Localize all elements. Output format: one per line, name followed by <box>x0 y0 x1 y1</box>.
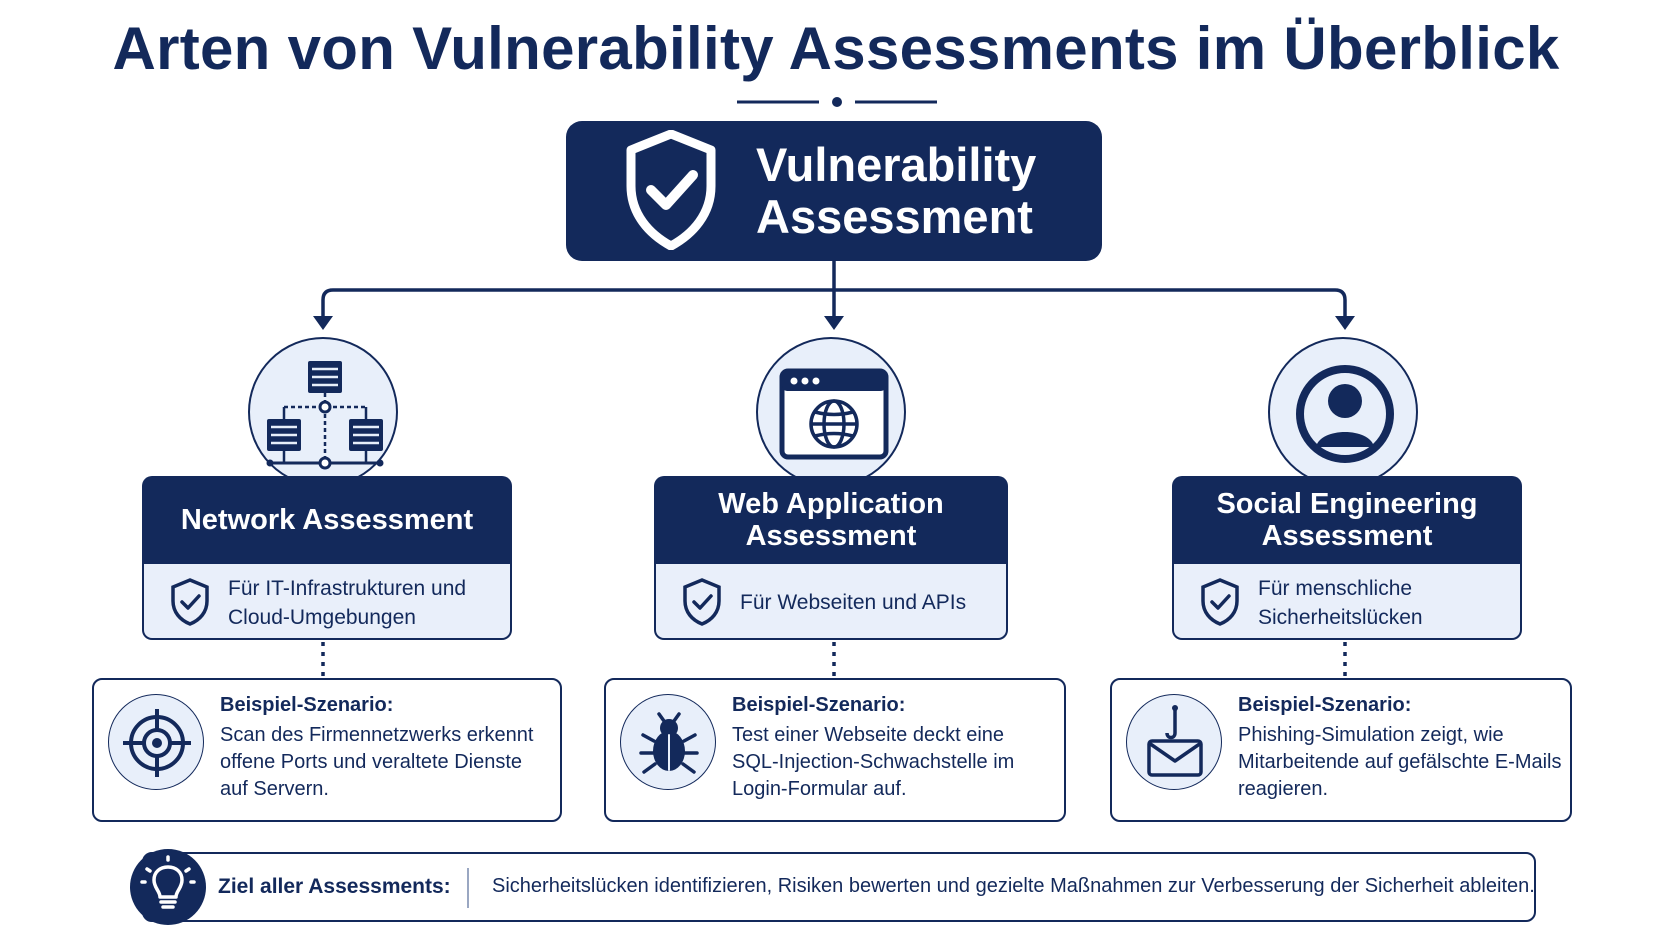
social-scenario-text <box>1238 722 1568 803</box>
webapp-scenario-line2: SQL-Injection-Schwachstelle im <box>732 751 1015 773</box>
lightbulb-icon <box>130 849 206 925</box>
scenario-label: Beispiel-Szenario: <box>220 694 394 716</box>
user-icon <box>1270 339 1420 489</box>
network-assessment-desc-card <box>142 564 512 640</box>
page-title: Arten von Vulnerability Assessments im Überblick <box>112 15 1560 82</box>
network-assessment-title <box>142 476 512 564</box>
social-scenario-line3: reagieren. <box>1238 778 1329 800</box>
network-servers-icon <box>250 339 400 489</box>
social-assessment-title <box>1172 476 1522 564</box>
network-desc-line2: Cloud-Umgebungen <box>228 606 416 629</box>
browser-globe-icon <box>758 339 908 489</box>
social-desc-line2: Sicherheitslücken <box>1258 606 1423 629</box>
target-icon <box>109 695 205 791</box>
bug-icon <box>621 695 717 791</box>
shield-check-icon <box>623 130 719 250</box>
webapp-scenario-text <box>732 722 1062 803</box>
goal-icon-circle <box>130 849 206 925</box>
social-desc-line1: Für menschliche <box>1258 577 1413 600</box>
root-label <box>756 139 1076 243</box>
network-desc-line1: Für IT-Infrastrukturen und <box>228 577 467 600</box>
shield-check-icon <box>682 578 722 626</box>
webapp-desc-line1: Für Webseiten und APIs <box>740 591 967 614</box>
webapp-scenario-card <box>604 678 1066 822</box>
webapp-assessment-title-line2: Assessment <box>745 520 917 552</box>
network-assessment-title-line1: Network Assessment <box>180 504 474 536</box>
webapp-scenario-line3: Login-Formular auf. <box>732 778 907 800</box>
network-icon-circle <box>248 337 398 487</box>
goal-divider <box>467 868 469 908</box>
social-icon-circle <box>1268 337 1418 487</box>
goal-label: Ziel aller Assessments: <box>218 875 451 898</box>
social-scenario-line1: Phishing-Simulation zeigt, wie <box>1238 724 1504 746</box>
social-scenario-card <box>1110 678 1572 822</box>
webapp-assessment-title-line1: Web Application <box>718 488 944 520</box>
social-assessment-desc-card <box>1172 564 1522 640</box>
social-assessment-title-line2: Assessment <box>1261 520 1433 552</box>
webapp-icon-circle <box>756 337 906 487</box>
network-scenario-line2: offene Ports und veraltete Dienste <box>220 751 523 773</box>
webapp-scenario-line1: Test einer Webseite deckt eine <box>732 724 1005 746</box>
scenario-label: Beispiel-Szenario: <box>732 694 906 716</box>
shield-check-icon <box>170 578 210 626</box>
network-scenario-icon-circle <box>108 694 204 790</box>
social-scenario-line2: Mitarbeitende auf gefälschte E-Mails <box>1238 751 1562 773</box>
webapp-assessment-desc <box>740 588 966 617</box>
social-assessment-desc <box>1258 574 1423 632</box>
phishing-mail-icon <box>1127 695 1223 791</box>
network-scenario-card <box>92 678 562 822</box>
social-assessment-title-line1: Social Engineering <box>1216 488 1478 520</box>
network-scenario-text <box>220 722 550 803</box>
webapp-scenario-icon-circle <box>620 694 716 790</box>
root-label-line1: Vulnerability <box>756 138 1037 191</box>
social-scenario-icon-circle <box>1126 694 1222 790</box>
network-scenario-line3: auf Servern. <box>220 778 329 800</box>
root-label-line2: Assessment <box>756 190 1033 243</box>
network-assessment-desc <box>228 574 466 632</box>
goal-text: Sicherheitslücken identifizieren, Risiken bewerten und gezielte Maßnahmen zur Verbesserung der Sicherheit ableiten. <box>492 875 1535 897</box>
scenario-label: Beispiel-Szenario: <box>1238 694 1412 716</box>
shield-check-icon <box>1200 578 1240 626</box>
webapp-assessment-desc-card <box>654 564 1008 640</box>
webapp-assessment-title <box>654 476 1008 564</box>
network-scenario-line1: Scan des Firmennetzwerks erkennt <box>220 724 534 746</box>
title-divider <box>737 95 937 109</box>
